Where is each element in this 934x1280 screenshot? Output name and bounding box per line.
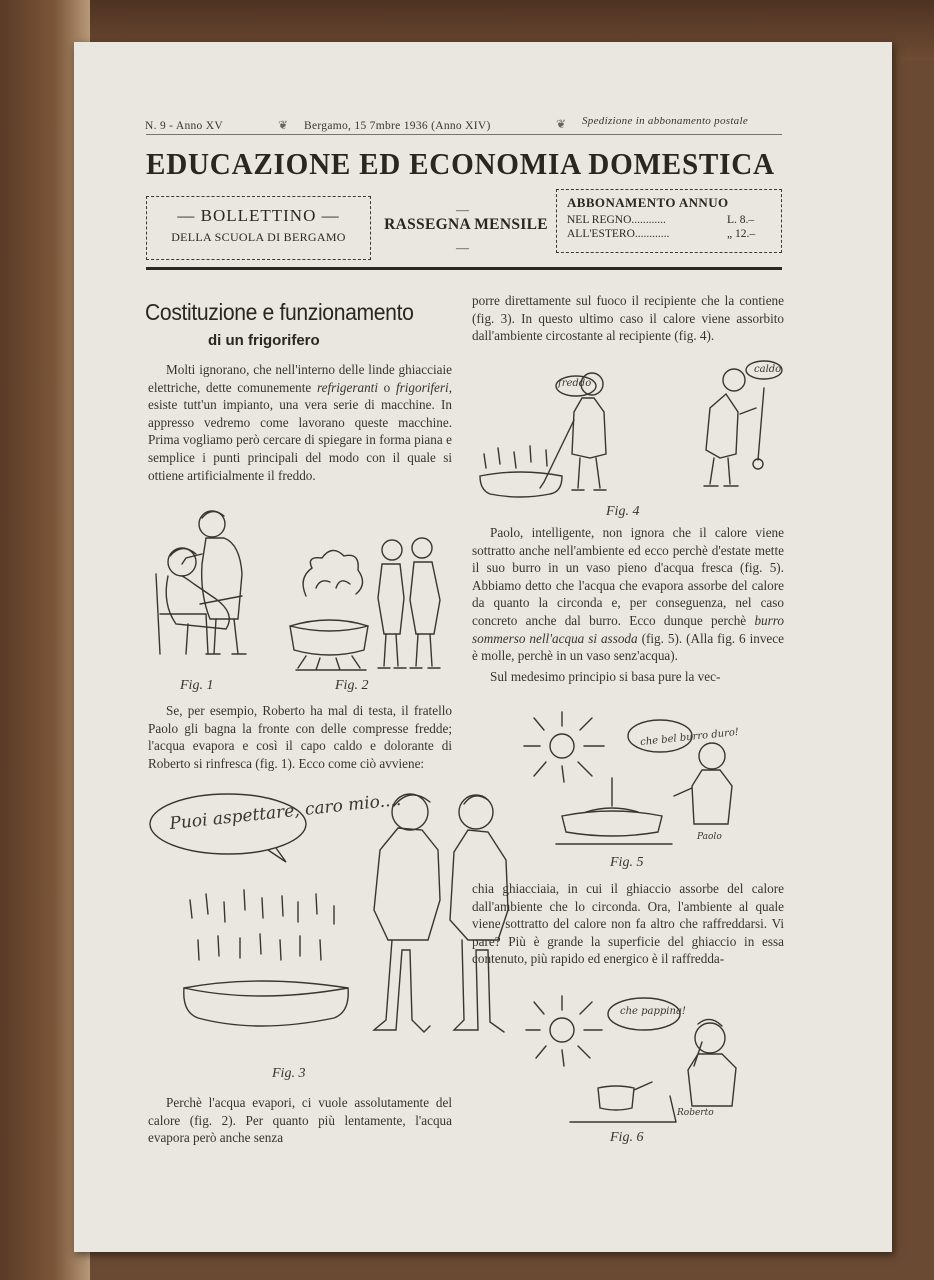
- subscription-estero-row: [567, 228, 771, 240]
- article-subtitle: di un frigorifero: [208, 332, 320, 349]
- rassegna-mensile: RASSEGNA MENSILE: [384, 216, 548, 233]
- dash-ornament-top: —: [456, 202, 469, 217]
- subscription-title: ABBONAMENTO ANNUO: [567, 195, 729, 210]
- newsletter-page: [74, 42, 892, 1252]
- bollettino-title: — BOLLETTINO —: [177, 206, 340, 225]
- fig2-caption: Fig. 2: [335, 678, 369, 693]
- fig4-caption: Fig. 4: [606, 504, 640, 519]
- fig6-signature: Roberto: [677, 1108, 714, 1118]
- fig5-speech-bubble: che bel burro duro!: [639, 726, 740, 749]
- leaf-ornament-icon-2: ❦: [556, 117, 567, 131]
- right-paragraph-1: porre direttamente sul fuoco il recipiente che la contiene (fig. 3). In questo ultimo caso il calore viene assorbito dall'ambiente circostante al recipiente (fig. 4).: [472, 293, 784, 344]
- bollettino-subtitle: DELLA SCUOLA DI BERGAMO: [171, 230, 346, 244]
- fig4-bubble-caldo: caldo: [754, 364, 782, 375]
- header-bottom-rule: [146, 267, 782, 270]
- left-paragraph-3: Perchè l'acqua evapori, ci vuole assolutamente del calore (fig. 2). Per quanto più lentamente, l'acqua evapora però anche senza: [148, 1095, 452, 1146]
- leaf-ornament-icon: ❦: [278, 118, 289, 132]
- issue-number: N. 9 - Anno XV: [145, 120, 223, 132]
- issue-date: Bergamo, 15 7mbre 1936 (Anno XIV): [304, 120, 491, 132]
- fig5-signature: Paolo: [697, 832, 722, 842]
- fig3-speech-bubble: Puoi aspettare, caro mio....: [168, 789, 403, 835]
- dash-ornament-bottom: —: [456, 240, 469, 255]
- postal-note: Spedizione in abbonamento postale: [582, 115, 749, 127]
- article-title: Costituzione e funzionamento: [145, 299, 414, 325]
- estero-label: ALL'ESTERO............: [567, 228, 670, 240]
- estero-price: „ 12.–: [727, 228, 756, 240]
- publication-title: EDUCAZIONE ED ECONOMIA DOMESTICA: [146, 146, 775, 181]
- right-paragraph-2: Paolo, intelligente, non ignora che il calore viene sottratto anche nell'ambiente ed ecco perchè d'estate mette il suo burro in un vaso pieno d'acqua fresca (fig. 5). Abbiamo detto che l'acqua che evapora assorbe del calore da quanto la circonda e, per conseguenza, nel caso concreto anche dal burro. Ecco dunque perchè burro sommerso nell'acqua si assoda (fig. 5). (Alla fig. 6 invece è molle, perchè in un vaso senz'acqua). Sul medesimo principio si basa pure la vec-: [472, 525, 784, 684]
- subscription-regno-row: [567, 214, 771, 226]
- fig2-illustration: [276, 538, 456, 678]
- bollettino-box: [146, 196, 371, 260]
- left-paragraph-1: Molti ignorano, che nell'interno delle linde ghiacciaie elettriche, dette comunemente refrigeranti o frigoriferi, esiste tutt'un impianto, una vera serie di macchine. In appresso vedremo come lavorano queste macchine. Prima vogliamo però cercare di spiegare in forma piana e semplice i punti principali del modo con il quale si ottiene artificialmente il freddo.: [148, 362, 453, 483]
- fig1-caption: Fig. 1: [180, 678, 214, 693]
- fig6-caption: Fig. 6: [610, 1130, 644, 1145]
- fig4-bubble-freddo: freddo: [558, 378, 592, 389]
- regno-label: NEL REGNO............: [567, 214, 666, 226]
- fig4-illustration: [474, 364, 784, 504]
- left-paragraph-2: Se, per esempio, Roberto ha mal di testa, il fratello Paolo gli bagna la fronte con delle compresse fredde; l'acqua evapora e così il capo caldo e dolorante di Roberto si rinfresca (fig. 1). Ecco come ciò avviene:: [148, 703, 452, 771]
- right-paragraph-4: chia ghiacciaia, in cui il ghiaccio assorbe del calore dall'ambiente che lo circonda. Ora, l'ambiente al quale viene sottratto del calore non fa altro che raffreddarsi. Vi pare? Più è grande la superficie del ghiaccio in essa contenuto, più rapido ed energico è il raffredda-: [472, 881, 784, 967]
- regno-price: L. 8.–: [727, 214, 755, 226]
- subscription-box: [556, 189, 782, 253]
- fig3-caption: Fig. 3: [272, 1066, 306, 1081]
- fig5-caption: Fig. 5: [610, 855, 644, 870]
- fig6-speech-bubble: che pappina!: [620, 1006, 686, 1017]
- header-top-rule: [146, 134, 782, 135]
